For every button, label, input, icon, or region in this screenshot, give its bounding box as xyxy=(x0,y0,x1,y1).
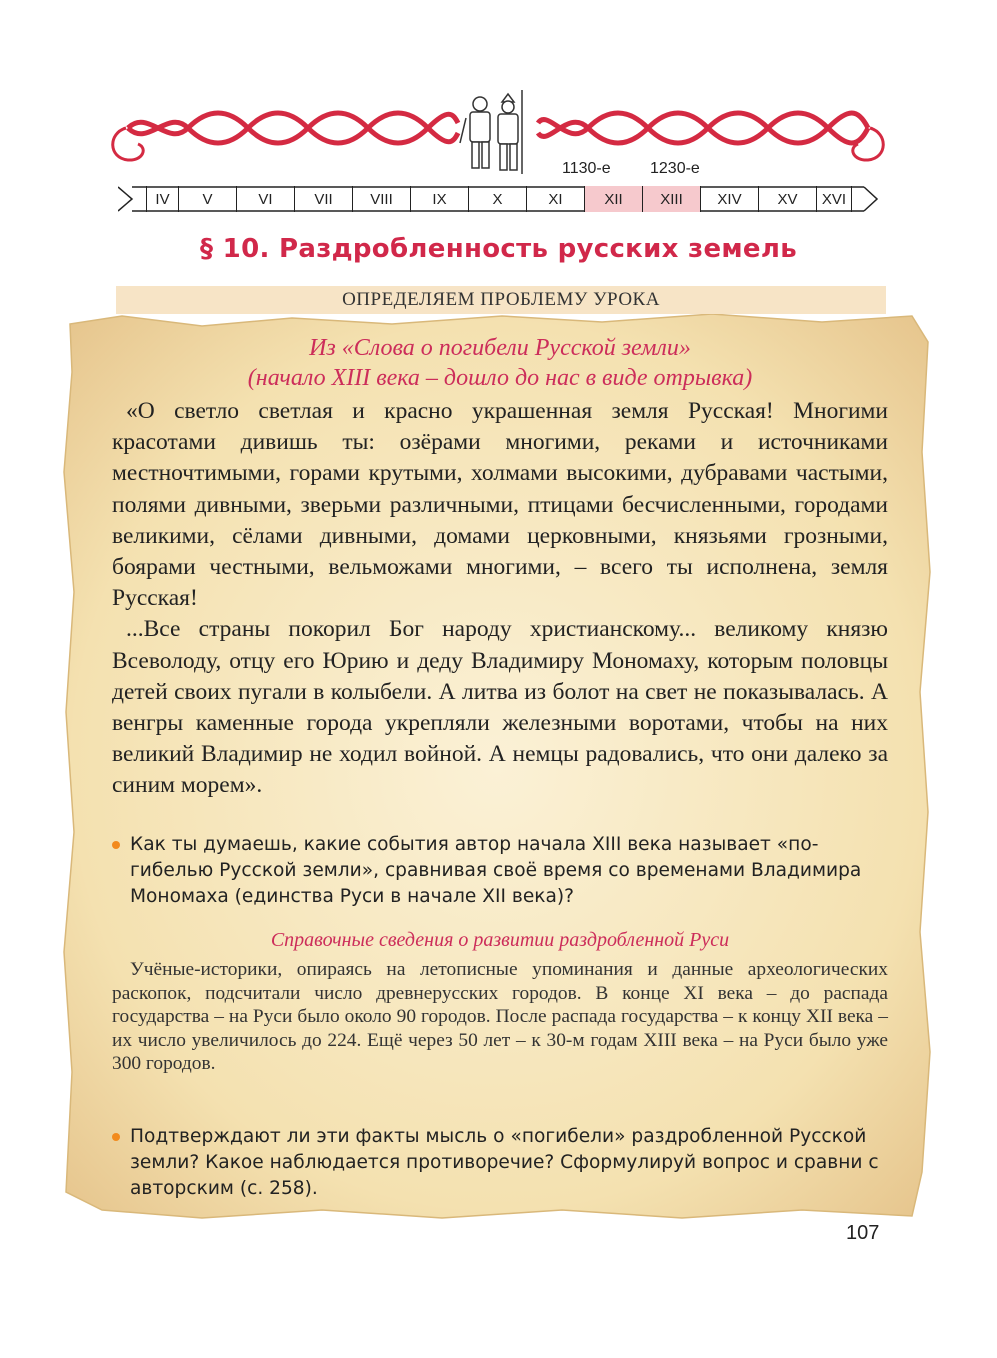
source-paragraph: «О светло светлая и красно украшенная земля Русская! Многими красотами дивишь ты: озёрами многими, реками и источниками местночтимыми, горами крутыми, холмами высокими, дубравами частыми, полями дивными, зверьми различными, птицами бесчисленными, городами великими, сёлами дивными, домами церковными, князьями грозными, боярами честными, вельможами многими, – всего ты исполнена, земля Русская! xyxy=(112,398,888,612)
lesson-problem-band: ОПРЕДЕЛЯЕМ ПРОБЛЕМУ УРОКА xyxy=(116,286,886,314)
bullet-icon xyxy=(112,1133,120,1141)
century-cell: V xyxy=(178,186,236,212)
source-paragraph: ...Все страны покорил Бог народу христианскому... великому князю Всеволоду, отцу его Юрию и деду Владимиру Мономаху, которым половцы детей своих пугали в колыбели. А литва из болот на свет не показывалась. А венгры каменные города укрепляли железными воротами, чтобы на них великий Владимир не ходил войной. А немцы радовались, что они далеко за синим морем». xyxy=(112,616,888,799)
reference-title: Справочные сведения о развитии раздробленной Руси xyxy=(270,929,730,951)
century-cell: X xyxy=(468,186,526,212)
question-item xyxy=(112,1124,890,1202)
century-cell: XI xyxy=(526,186,584,212)
century-cell: XV xyxy=(758,186,816,212)
century-cell: XIV xyxy=(700,186,758,212)
date-label-1230: 1230-е xyxy=(650,160,700,177)
warrior-icon xyxy=(460,97,490,168)
bullet-icon xyxy=(112,841,120,849)
century-cell: XII xyxy=(584,186,642,212)
century-cell: VII xyxy=(294,186,352,212)
page-title: § 10. Раздробленность русских земель xyxy=(200,234,797,264)
source-text xyxy=(112,396,888,802)
page-number: 107 xyxy=(846,1222,880,1244)
century-timeline xyxy=(118,186,878,216)
century-cell: XVI xyxy=(816,186,852,212)
question-text: Как ты думаешь, какие события автор начала XIII века называет «погибелью Русской земли», сравнивая своё время со временами Владимира Мономаха (единства Руси в начале XII века)? xyxy=(130,834,862,907)
source-title: Из «Слова о погибели Русской земли» xyxy=(309,335,691,361)
century-cells xyxy=(146,186,852,212)
century-cell: VI xyxy=(236,186,294,212)
century-cell: IV xyxy=(146,186,178,212)
warrior-icon xyxy=(498,90,522,174)
reference-text xyxy=(112,958,888,1076)
question-item xyxy=(112,832,890,910)
century-cell: VIII xyxy=(352,186,410,212)
source-subtitle: (начало XIII века – дошло до нас в виде отрывка) xyxy=(247,365,753,391)
braid-ornament xyxy=(108,88,888,178)
century-cell: IX xyxy=(410,186,468,212)
date-label-1130: 1130-е xyxy=(562,160,611,177)
question-text: Подтверждают ли эти факты мысль о «погибели» раздробленной Русской земли? Какое наблюдается противоречие? Сформулируй вопрос и сравни с авторским (с. 258). xyxy=(130,1126,879,1199)
reference-paragraph: Учёные-историки, опираясь на летописные упоминания и данные археологических раскопок, подсчитали число древнерусских городов. В конце XI века – до распада государства – на Руси было около 90 городов. После распада государства – к концу XII века – их число увеличилось до 224. Ещё через 50 лет – к 30-м годам XIII века – на Руси было уже 300 городов. xyxy=(112,959,888,1075)
century-cell: XIII xyxy=(642,186,700,212)
